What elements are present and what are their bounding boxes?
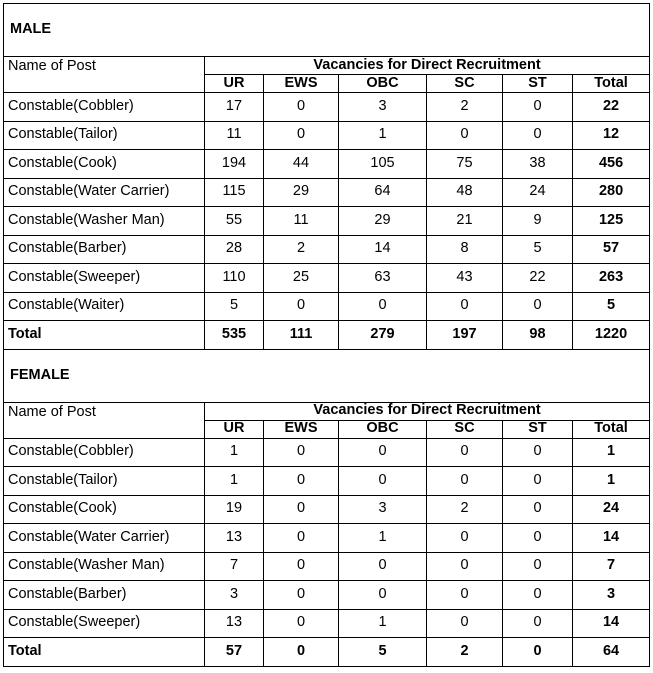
sc-cell: 0 [427,292,503,321]
post-name-cell: Constable(Washer Man) [4,207,205,236]
ews-cell: 2 [264,235,339,264]
st-cell: 0 [503,609,573,638]
total-obc-cell: 279 [339,321,427,350]
category-header-total: Total [573,420,650,438]
total-ews-cell: 0 [264,638,339,667]
category-header-total: Total [573,75,650,93]
table-row [4,581,650,610]
post-name-cell: Constable(Cobbler) [4,93,205,122]
sc-cell: 0 [427,438,503,467]
post-name-cell: Constable(Washer Man) [4,552,205,581]
total-st-cell: 0 [503,638,573,667]
sc-cell: 0 [427,552,503,581]
total-cell: 3 [573,581,650,610]
category-header-obc: OBC [339,420,427,438]
total-cell: 280 [573,178,650,207]
st-cell: 0 [503,552,573,581]
st-cell: 0 [503,524,573,553]
sc-cell: 8 [427,235,503,264]
ur-cell: 5 [205,292,264,321]
table-row [4,207,650,236]
table-row [4,150,650,179]
table-row [4,178,650,207]
ews-cell: 0 [264,495,339,524]
ur-cell: 55 [205,207,264,236]
category-header-sc: SC [427,420,503,438]
total-cell: 1 [573,438,650,467]
sc-cell: 0 [427,581,503,610]
ews-cell: 0 [264,524,339,553]
category-header-ews: EWS [264,75,339,93]
ur-cell: 194 [205,150,264,179]
sc-cell: 0 [427,121,503,150]
ews-cell: 0 [264,292,339,321]
category-header-ews: EWS [264,420,339,438]
st-cell: 0 [503,581,573,610]
total-cell: 5 [573,292,650,321]
total-cell: 24 [573,495,650,524]
post-name-cell: Constable(Cook) [4,150,205,179]
total-cell: 14 [573,524,650,553]
category-header-obc: OBC [339,75,427,93]
st-cell: 0 [503,438,573,467]
table-row [4,292,650,321]
obc-cell: 105 [339,150,427,179]
obc-cell: 1 [339,121,427,150]
obc-cell: 64 [339,178,427,207]
total-total-cell: 1220 [573,321,650,350]
male-section-header [4,4,650,57]
ews-cell: 0 [264,581,339,610]
total-ur-cell: 535 [205,321,264,350]
ews-cell: 0 [264,609,339,638]
sc-cell: 75 [427,150,503,179]
total-ews-cell: 111 [264,321,339,350]
table-row [4,467,650,496]
vacancies-header: Vacancies for Direct Recruitment [205,402,650,420]
vacancy-table [3,3,650,667]
obc-cell: 1 [339,524,427,553]
st-cell: 0 [503,495,573,524]
total-cell: 456 [573,150,650,179]
post-name-cell: Constable(Cobbler) [4,438,205,467]
total-cell: 263 [573,264,650,293]
name-of-post-header: Name of Post [4,57,205,93]
obc-cell: 0 [339,292,427,321]
table-row [4,609,650,638]
post-name-cell: Constable(Sweeper) [4,609,205,638]
obc-cell: 0 [339,581,427,610]
st-cell: 9 [503,207,573,236]
ur-cell: 13 [205,609,264,638]
ur-cell: 115 [205,178,264,207]
st-cell: 22 [503,264,573,293]
st-cell: 38 [503,150,573,179]
ur-cell: 19 [205,495,264,524]
obc-cell: 3 [339,495,427,524]
obc-cell: 14 [339,235,427,264]
ews-cell: 25 [264,264,339,293]
obc-cell: 3 [339,93,427,122]
st-cell: 0 [503,467,573,496]
name-of-post-header: Name of Post [4,402,205,438]
category-header-st: ST [503,420,573,438]
column-header-row [4,57,650,75]
ur-cell: 7 [205,552,264,581]
post-name-cell: Constable(Tailor) [4,121,205,150]
ur-cell: 3 [205,581,264,610]
category-header-sc: SC [427,75,503,93]
obc-cell: 63 [339,264,427,293]
post-name-cell: Constable(Waiter) [4,292,205,321]
table-row [4,121,650,150]
ur-cell: 11 [205,121,264,150]
sc-cell: 0 [427,524,503,553]
ews-cell: 44 [264,150,339,179]
ews-cell: 0 [264,93,339,122]
total-st-cell: 98 [503,321,573,350]
post-name-cell: Constable(Sweeper) [4,264,205,293]
ews-cell: 0 [264,552,339,581]
ur-cell: 28 [205,235,264,264]
column-header-row [4,402,650,420]
obc-cell: 0 [339,467,427,496]
vacancies-header: Vacancies for Direct Recruitment [205,57,650,75]
ews-cell: 0 [264,438,339,467]
total-cell: 22 [573,93,650,122]
obc-cell: 0 [339,552,427,581]
ur-cell: 110 [205,264,264,293]
st-cell: 0 [503,121,573,150]
sc-cell: 43 [427,264,503,293]
male-section-title: MALE [4,4,650,57]
total-label-cell: Total [4,321,205,350]
post-name-cell: Constable(Barber) [4,235,205,264]
post-name-cell: Constable(Water Carrier) [4,524,205,553]
obc-cell: 0 [339,438,427,467]
post-name-cell: Constable(Barber) [4,581,205,610]
ur-cell: 1 [205,438,264,467]
female-section-header [4,349,650,402]
table-row [4,495,650,524]
table-row [4,93,650,122]
table-row [4,264,650,293]
total-sc-cell: 2 [427,638,503,667]
total-row [4,321,650,350]
ews-cell: 0 [264,121,339,150]
sc-cell: 2 [427,93,503,122]
ews-cell: 11 [264,207,339,236]
sc-cell: 0 [427,609,503,638]
total-cell: 7 [573,552,650,581]
obc-cell: 29 [339,207,427,236]
category-header-ur: UR [205,75,264,93]
table-row [4,235,650,264]
total-cell: 14 [573,609,650,638]
female-section-title: FEMALE [4,349,650,402]
post-name-cell: Constable(Water Carrier) [4,178,205,207]
post-name-cell: Constable(Cook) [4,495,205,524]
st-cell: 24 [503,178,573,207]
total-obc-cell: 5 [339,638,427,667]
total-label-cell: Total [4,638,205,667]
total-ur-cell: 57 [205,638,264,667]
sc-cell: 48 [427,178,503,207]
st-cell: 0 [503,292,573,321]
total-cell: 1 [573,467,650,496]
total-cell: 12 [573,121,650,150]
post-name-cell: Constable(Tailor) [4,467,205,496]
sc-cell: 0 [427,467,503,496]
sc-cell: 21 [427,207,503,236]
ur-cell: 1 [205,467,264,496]
total-sc-cell: 197 [427,321,503,350]
ur-cell: 17 [205,93,264,122]
total-cell: 57 [573,235,650,264]
table-row [4,524,650,553]
st-cell: 5 [503,235,573,264]
vacancy-document [3,3,649,667]
sc-cell: 2 [427,495,503,524]
ews-cell: 29 [264,178,339,207]
category-header-st: ST [503,75,573,93]
obc-cell: 1 [339,609,427,638]
total-row [4,638,650,667]
category-header-ur: UR [205,420,264,438]
ur-cell: 13 [205,524,264,553]
total-cell: 125 [573,207,650,236]
table-row [4,552,650,581]
table-row [4,438,650,467]
ews-cell: 0 [264,467,339,496]
total-total-cell: 64 [573,638,650,667]
st-cell: 0 [503,93,573,122]
